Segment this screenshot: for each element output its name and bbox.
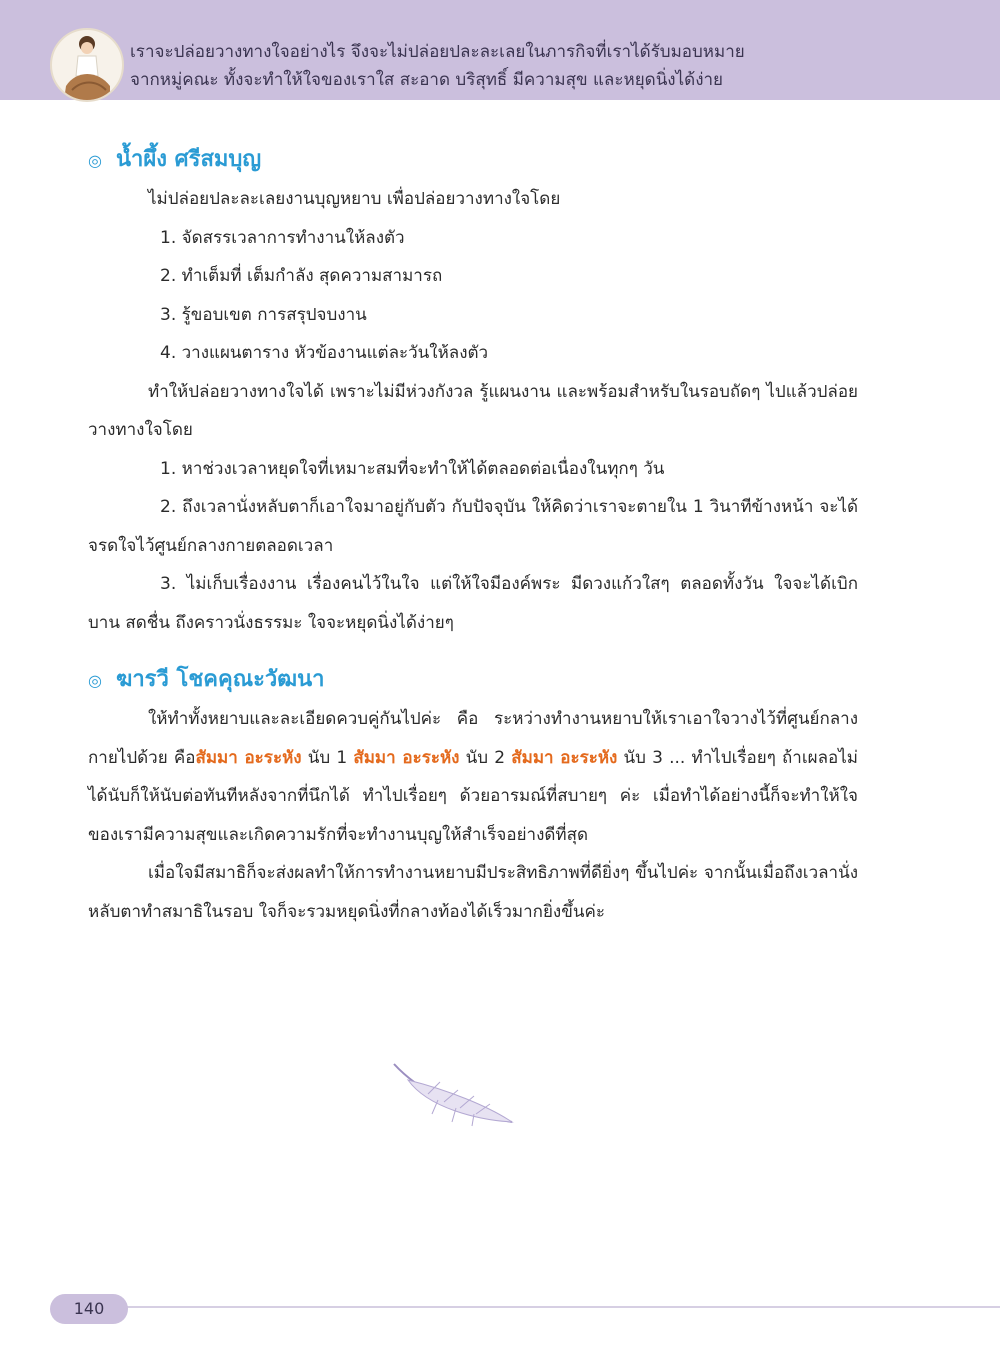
page-content [88,140,858,931]
person-illustration-icon [52,30,122,100]
paragraph: ไม่ปล่อยปละละเลยงานบุญหยาบ เพื่อปล่อยวางทางใจโดย [148,189,561,209]
section-title [88,660,858,700]
footer-rule [120,1306,1000,1308]
list-item: 2. ถึงเวลานั่งหลับตาก็เอาใจมาอยู่กับตัว กับปัจจุบัน ให้คิดว่าเราจะตายใน 1 วินาทีข้างหน้า จะได้จรดใจไว้ศูนย์กลางกายตลอดเวลา [88,497,858,556]
section-2-title: ฆารวี โชคคุณะวัฒนา [116,667,325,692]
list-item: 4. วางแผนตาราง หัวข้องานแต่ละวันให้ลงตัว [160,343,489,363]
avatar [50,28,124,102]
mantra-highlight: สัมมา อะระหัง [511,747,618,768]
text-run: นับ 3 ... ทำไปเรื่อยๆ ถ้าเผลอไม่ได้นับก็ให้นับต่อทันทีหลังจากที่นึกได้ ทำไปเรื่อยๆ ด้วยอารมณ์ที่สบายๆ ค่ะ เมื่อทำได้อย่างนี้ก็จะทำให้ใจของเรามีความสุขและเกิดความรักที่จะทำงานบุญให้สำเร็จอย่างดีที่สุด [88,747,858,845]
section-1-title: น้ำผึ้ง ศรีสมบุญ [116,147,262,172]
paragraph [88,700,858,854]
text-run: ให้ทำทั้งหยาบและละเอียดควบคู่กันไปค่ะ คือ ระหว่างทำงานหยาบให้เราเอาใจวางไว้ที่ศูนย์กลางกายไปด้วย คือ [88,709,858,768]
page-header [0,0,1000,100]
list-item: 3. รู้ขอบเขต การสรุปจบงาน [160,304,367,325]
paragraph: ทำให้ปล่อยวางทางใจได้ เพราะไม่มีห่วงกังวล รู้แผนงาน และพร้อมสำหรับในรอบถัดๆ ไปแล้วปล่อยวางทางใจโดย [88,381,858,440]
header-line-2: จากหมู่คณะ ทั้งจะทำให้ใจของเราใส สะอาด บริสุทธิ์ มีความสุข และหยุดนิ่งได้ง่าย [130,70,724,90]
mantra-highlight: สัมมา อะระหัง [195,747,302,768]
paragraph: เมื่อใจมีสมาธิก็จะส่งผลทำให้การทำงานหยาบมีประสิทธิภาพที่ดียิ่งๆ ขึ้นไปค่ะ จากนั้นเมื่อถึงเวลานั่งหลับตาทำสมาธิในรอบ ใจก็จะรวมหยุดนิ่งที่กลางท้องได้เร็วมากยิ่งขึ้นค่ะ [88,863,858,922]
text-run: นับ 1 [301,747,354,768]
header-line-1: เราจะปล่อยวางทางใจอย่างไร จึงจะไม่ปล่อยปละละเลยในภารกิจที่เราได้รับมอบหมาย [130,42,745,62]
list-item: 1. จัดสรรเวลาการทำงานให้ลงตัว [160,227,405,248]
list-item: 2. ทำเต็มที่ เต็มกำลัง สุดความสามารถ [160,266,443,286]
section-title [88,140,858,180]
bullet-icon: ◎ [88,151,102,170]
mantra-highlight: สัมมา อะระหัง [353,747,460,768]
text-run: นับ 2 [459,747,512,768]
feather-icon [388,1060,518,1130]
bullet-icon: ◎ [88,671,102,690]
list-item: 3. ไม่เก็บเรื่องงาน เรื่องคนไว้ในใจ แต่ให้ใจมีองค์พระ มีดวงแก้วใสๆ ตลอดทั้งวัน ใจจะได้เบิกบาน สดชื่น ถึงคราวนั่งธรรมะ ใจจะหยุดนิ่งได้ง่ายๆ [88,574,858,633]
page-number: 140 [50,1294,128,1324]
list-item: 1. หาช่วงเวลาหยุดใจที่เหมาะสมที่จะทำให้ได้ตลอดต่อเนื่องในทุกๆ วัน [160,458,665,479]
